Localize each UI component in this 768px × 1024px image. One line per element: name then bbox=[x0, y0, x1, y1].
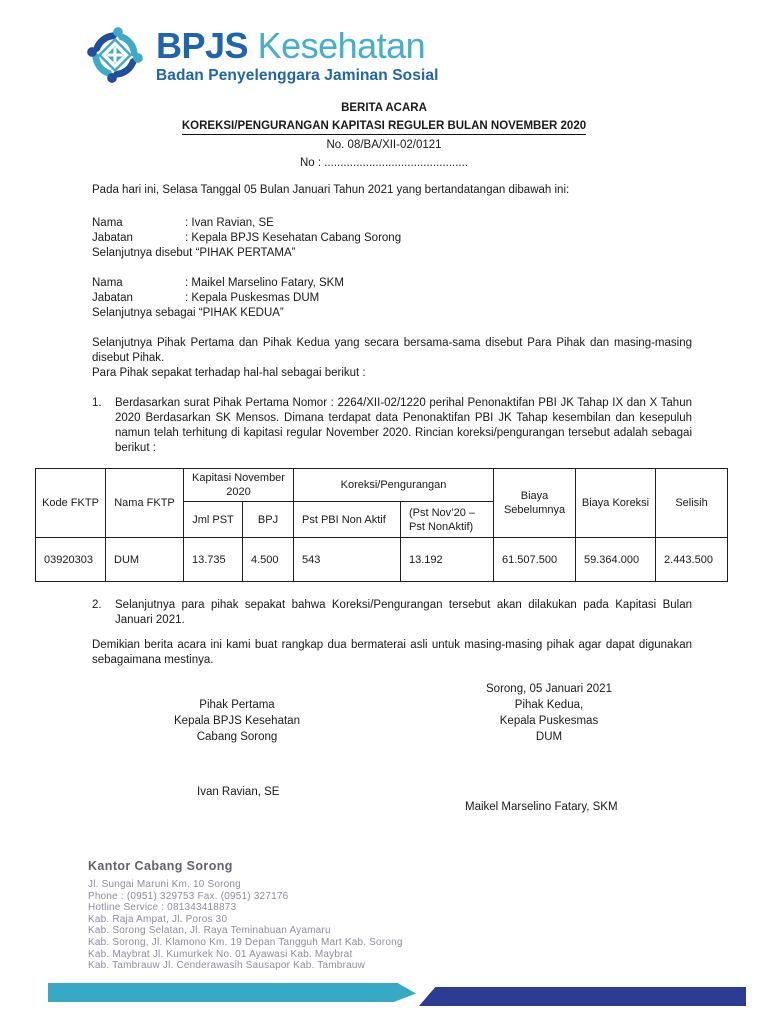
nama-value: : Ivan Ravian, SE bbox=[185, 217, 274, 229]
bpjs-logo-icon bbox=[84, 26, 146, 84]
signature-block-first-party bbox=[132, 697, 342, 745]
cell-kode-fktp: 03920303 bbox=[36, 538, 106, 582]
col-header-bpj: BPJ bbox=[243, 502, 294, 538]
jabatan-value: : Kepala BPJS Kesehatan Cabang Sorong bbox=[185, 232, 402, 244]
list-item-2-text: Selanjutnya para pihak sepakat bahwa Koreksi/Pengurangan tersebut akan dilakukan pada Kapitasi Bulan Januari 2021. bbox=[115, 599, 692, 626]
list-item-1-text: Berdasarkan surat Pihak Pertama Nomor : 2264/XII-02/1220 perihal Penonaktifan PBI JK Tahap IX dan X Tahun 2020 Berdasarkan SK Mensos. Dimana terdapat data Penonaktifan PBI JK Tahap kesembilan dan kesepuluh namun telah terhitung di kapitasi regular November 2020. Rincian koreksi/pengurangan tersebut adalah sebagai berikut : bbox=[115, 397, 692, 454]
bpjs-logo bbox=[84, 26, 439, 85]
signature-name-second-party: Maikel Marselino Fatary, SKM bbox=[465, 801, 618, 813]
signature-block-second-party bbox=[444, 681, 654, 745]
jabatan-value: : Kepala Puskesmas DUM bbox=[185, 292, 320, 304]
party-second-block bbox=[92, 276, 692, 321]
cell-jml-pst: 13.735 bbox=[184, 538, 243, 582]
body-post-table bbox=[92, 598, 692, 668]
col-header-biaya-koreksi: Biaya Koreksi bbox=[576, 469, 656, 538]
cell-pst-selisih: 13.192 bbox=[401, 538, 494, 582]
logo-text bbox=[156, 26, 439, 85]
address-line: Kab. Sorong Selatan, Jl. Raya Teminabuan Ayamaru bbox=[88, 925, 331, 937]
footer-accent-bar-blue bbox=[419, 987, 746, 1006]
col-header-selisih: Selisih bbox=[656, 469, 728, 538]
signature-left-role-1: Pihak Pertama bbox=[199, 699, 275, 711]
col-group-koreksi: Koreksi/Pengurangan bbox=[294, 469, 494, 502]
party-second-nama-row bbox=[92, 276, 692, 291]
jabatan-label: Jabatan bbox=[92, 232, 133, 244]
list-item-2 bbox=[92, 598, 692, 628]
table-row bbox=[36, 538, 728, 582]
agreement-line-2: Para Pihak sepakat terhadap hal-hal sebagai berikut : bbox=[92, 367, 366, 379]
agreement-line-1: Selanjutnya Pihak Pertama dan Pihak Kedua yang secara bersama-sama disebut Para Pihak dan masing-masing disebut Pihak. bbox=[92, 337, 692, 364]
brand-tagline: Badan Penyelenggara Jaminan Sosial bbox=[156, 67, 439, 84]
address-line: Jl. Sungai Maruni Km. 10 Sorong bbox=[88, 879, 241, 890]
office-footer bbox=[88, 859, 403, 972]
address-line: Kab. Raja Ampat, Jl. Poros 30 bbox=[88, 913, 228, 925]
list-item-2-number: 2. bbox=[92, 599, 102, 611]
document-number-blank: No : ............................................. bbox=[299, 157, 469, 169]
cell-nama-fktp: DUM bbox=[106, 538, 184, 582]
title-block bbox=[0, 101, 768, 174]
nama-label: Nama bbox=[92, 277, 123, 289]
party-first-jabatan-row bbox=[92, 231, 692, 246]
body-pre-table bbox=[92, 183, 692, 456]
party-first-nama-row bbox=[92, 216, 692, 231]
intro-paragraph: Pada hari ini, Selasa Tanggal 05 Bulan Januari Tahun 2021 yang bertandatangan dibawah ini: bbox=[92, 184, 570, 196]
document-heading: BERITA ACARA bbox=[341, 102, 427, 114]
brand-name bbox=[156, 26, 439, 66]
list-item-1 bbox=[92, 396, 692, 456]
cell-biaya-koreksi: 59.364.000 bbox=[576, 538, 656, 582]
cell-bpj: 4.500 bbox=[243, 538, 294, 582]
col-header-pst-selisih: (Pst Nov’20 – Pst NonAktif) bbox=[401, 502, 494, 538]
cell-selisih: 2.443.500 bbox=[656, 538, 728, 582]
signature-left-role-3: Cabang Sorong bbox=[196, 731, 278, 743]
brand-name-primary: BPJS bbox=[156, 25, 249, 66]
brand-name-secondary: Kesehatan bbox=[257, 25, 426, 66]
cell-biaya-sebelumnya: 61.507.500 bbox=[494, 538, 576, 582]
office-name: Kantor Cabang Sorong bbox=[88, 859, 233, 873]
col-header-kode-fktp: Kode FKTP bbox=[36, 469, 106, 538]
address-line: Hotline Service : 081343418873 bbox=[88, 902, 237, 914]
signature-left-role-2: Kepala BPJS Kesehatan bbox=[174, 715, 300, 727]
koreksi-table bbox=[35, 468, 728, 582]
col-header-nama-fktp: Nama FKTP bbox=[106, 469, 184, 538]
address-line: Kab. Sorong, Jl. Klamono Km. 19 Depan Tangguh Mart Kab. Sorong bbox=[88, 936, 403, 948]
col-group-kapitasi: Kapitasi November 2020 bbox=[184, 469, 294, 502]
cell-pst-pbi-non-aktif: 543 bbox=[294, 538, 401, 582]
nama-value: : Maikel Marselino Fatary, SKM bbox=[185, 277, 344, 289]
nama-label: Nama bbox=[92, 217, 123, 229]
office-address-lines bbox=[88, 879, 403, 972]
party-second-jabatan-row bbox=[92, 291, 692, 306]
document-subject: KOREKSI/PENGURANGAN KAPITASI REGULER BULAN NOVEMBER 2020 bbox=[182, 119, 586, 135]
signature-place-date: Sorong, 05 Januari 2021 bbox=[486, 683, 612, 695]
signature-right-role-2: Kepala Puskesmas bbox=[499, 715, 599, 727]
signature-name-first-party: Ivan Ravian, SE bbox=[197, 786, 280, 798]
party-first-block bbox=[92, 216, 692, 261]
signature-right-role-3: DUM bbox=[535, 731, 563, 743]
jabatan-label: Jabatan bbox=[92, 292, 133, 304]
party-second-note: Selanjutnya sebagai “PIHAK KEDUA” bbox=[92, 307, 284, 319]
signature-right-role-1: Pihak Kedua, bbox=[514, 699, 584, 711]
col-header-biaya-sebelumnya: Biaya Sebelumnya bbox=[494, 469, 576, 538]
party-first-note: Selanjutnya disebut “PIHAK PERTAMA” bbox=[92, 247, 296, 259]
list-item-1-number: 1. bbox=[92, 397, 102, 409]
footer-accent-bar-teal bbox=[48, 983, 416, 1002]
document-number: No. 08/BA/XII-02/0121 bbox=[326, 139, 442, 151]
address-line: Phone : (0951) 329753 Fax. (0951) 327176 bbox=[88, 890, 289, 902]
agreement-paragraph bbox=[92, 336, 692, 381]
col-header-jml-pst: Jml PST bbox=[184, 502, 243, 538]
address-line: Kab. Maybrat Jl. Kumurkek No. 01 Ayawasi Kab. Maybrat bbox=[88, 948, 353, 960]
address-line: Kab. Tambrauw Jl. Cenderawasih Sausapor Kab. Tambrauw bbox=[88, 960, 366, 972]
col-header-pst-pbi-non-aktif: Pst PBI Non Aktif bbox=[294, 502, 401, 538]
closing-paragraph: Demikian berita acara ini kami buat rangkap dua bermaterai asli untuk masing-masing pihak agar dapat digunakan sebagaimana mestinya. bbox=[92, 639, 692, 666]
